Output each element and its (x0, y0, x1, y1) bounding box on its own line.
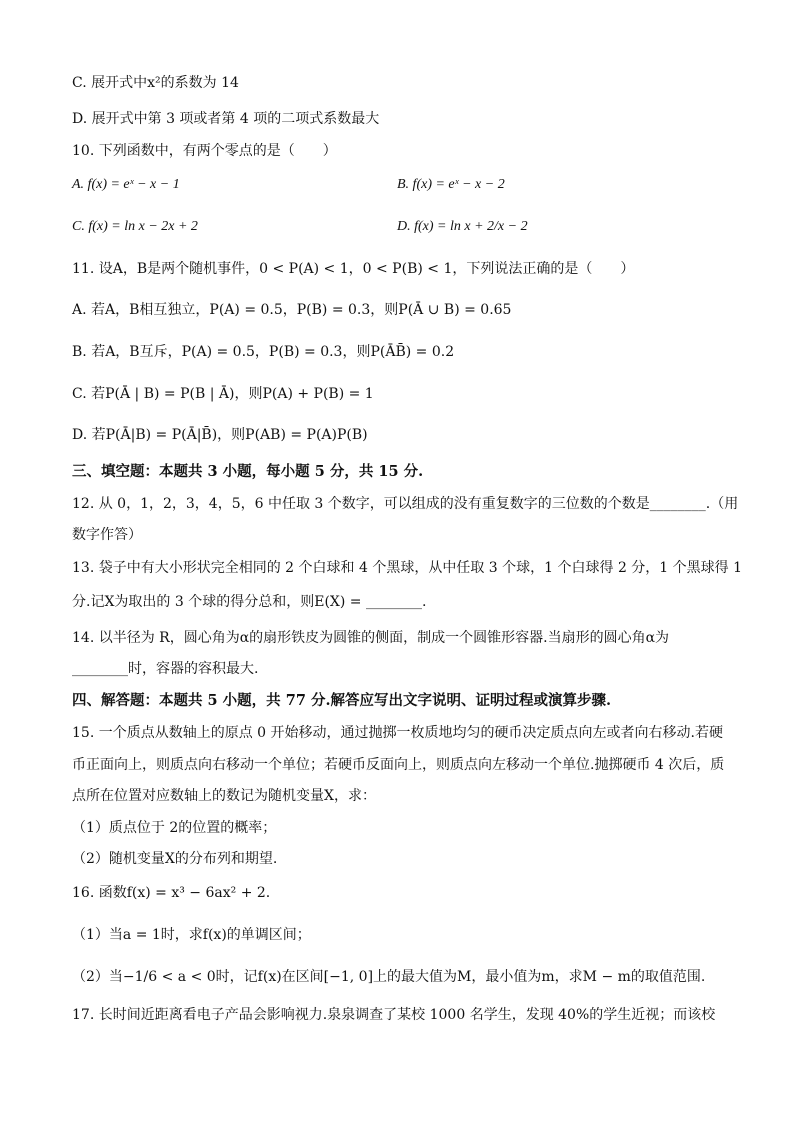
question-13: 13. 袋子中有大小形状完全相同的 2 个白球和 4 个黑球，从中任取 3 个球，1 个白球得 2 分，1 个黑球得 1 (72, 560, 743, 576)
question-11: 11. 设A，B是两个随机事件，0 < P(A) < 1，0 < P(B) < 1，下列说法正确的是（ ） (72, 261, 635, 277)
question-16: 16. 函数f(x) = x³ − 6ax² + 2. (72, 885, 271, 901)
question-12-cont: 数字作答） (72, 527, 142, 543)
question-13-cont: 分.记X为取出的 3 个球的得分总和，则E(X) = ________. (72, 594, 427, 610)
q11-option-a: A. 若A，B相互独立，P(A) = 0.5，P(B) = 0.3，则P(Ā ∪ B) = 0.65 (72, 302, 512, 318)
question-15-cont-1: 币正面向上，则质点向右移动一个单位；若硬币反面向上，则质点向左移动一个单位.抛掷硬币 4 次后，质 (72, 757, 725, 773)
q11-option-d: D. 若P(Ā|B) = P(Ā|B̄)，则P(AB) = P(A)P(B) (72, 427, 368, 443)
q10-option-a: A. f(x) = eˣ − x − 1 (72, 177, 180, 192)
q16-part-1: （1）当a = 1时，求f(x)的单调区间； (72, 927, 311, 943)
section-solve-heading: 四、解答题：本题共 5 小题，共 77 分.解答应写出文字说明、证明过程或演算步骤. (72, 692, 612, 709)
question-17: 17. 长时间近距离看电子产品会影响视力.泉泉调查了某校 1000 名学生，发现 40%的学生近视；而该校 (72, 1007, 716, 1023)
q10-option-c: C. f(x) = ln x − 2x + 2 (72, 219, 198, 234)
option-d-binomial: D. 展开式中第 3 项或者第 4 项的二项式系数最大 (72, 111, 380, 127)
q15-part-2: （2）随机变量X的分布列和期望. (72, 851, 278, 867)
question-10: 10. 下列函数中，有两个零点的是（ ） (72, 143, 337, 159)
question-15-cont-2: 点所在位置对应数轴上的数记为随机变量X，求： (72, 788, 376, 804)
question-14: 14. 以半径为 R，圆心角为α的扇形铁皮为圆锥的侧面，制成一个圆锥形容器.当扇形的圆心角α为 (72, 630, 670, 646)
q16-part-2: （2）当−1/6 < a < 0时，记f(x)在区间[−1, 0]上的最大值为M，最小值为m，求M − m的取值范围. (72, 969, 706, 985)
section-fill-blank-heading: 三、填空题：本题共 3 小题，每小题 5 分，共 15 分. (72, 463, 424, 480)
question-12: 12. 从 0，1，2，3，4，5，6 中任取 3 个数字，可以组成的没有重复数字的三位数的个数是________.（用 (72, 496, 739, 512)
q10-option-d: D. f(x) = ln x + 2/x − 2 (397, 219, 528, 234)
q10-option-b: B. f(x) = eˣ − x − 2 (397, 177, 505, 192)
question-14-cont: ________时，容器的容积最大. (72, 661, 259, 677)
q15-part-1: （1）质点位于 2的位置的概率； (72, 820, 277, 836)
option-c-binomial: C. 展开式中x²的系数为 14 (72, 75, 239, 91)
question-15: 15. 一个质点从数轴上的原点 0 开始移动，通过抛掷一枚质地均匀的硬币决定质点向左或者向右移动.若硬 (72, 725, 723, 741)
q11-option-b: B. 若A，B互斥，P(A) = 0.5，P(B) = 0.3，则P(ĀB̄) = 0.2 (72, 344, 455, 360)
q11-option-c: C. 若P(Ā | B) = P(B | Ā)，则P(A) + P(B) = 1 (72, 386, 374, 402)
